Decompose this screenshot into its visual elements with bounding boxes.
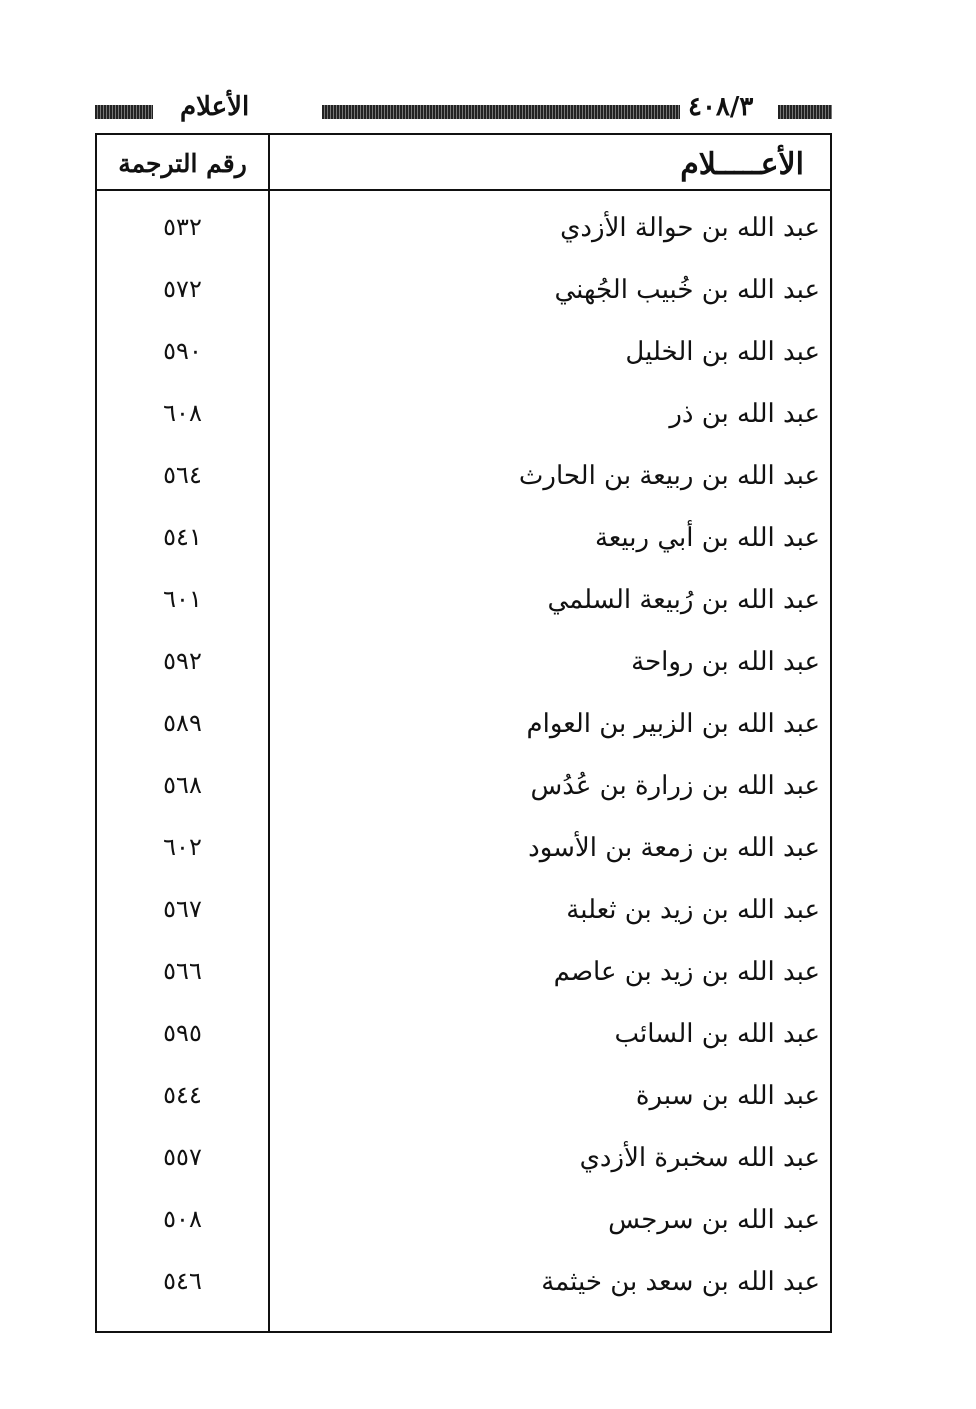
header-rule-left [95,105,153,119]
name-cell: عبد الله بن زيد بن ثعلبة [566,895,820,925]
name-cell: عبد الله بن زمعة بن الأسود [528,833,820,863]
entry-number-cell: ٥٨٩ [163,709,202,737]
entry-number-cell: ٥٦٦ [163,957,202,985]
table-row [97,513,830,575]
table-row [97,451,830,513]
entry-number-cell: ٥٣٢ [163,213,202,241]
section-title: الأعلام [180,92,250,122]
name-cell: عبد الله بن حوالة الأزدي [560,213,820,243]
column-header-names: الأعـــــلام [680,147,804,182]
entry-number-cell: ٥٤٤ [163,1081,202,1109]
table-row [97,885,830,947]
name-cell: عبد الله بن زرارة بن عُدُس [530,771,820,801]
name-cell: عبد الله بن سبرة [635,1081,820,1111]
name-cell: عبد الله بن السائب [614,1019,820,1049]
entry-number-cell: ٥٦٤ [163,461,202,489]
header-divider [97,189,830,191]
name-cell: عبد الله بن سعد بن خيثمة [541,1267,820,1297]
name-cell: عبد الله بن رواحة [631,647,820,677]
name-cell: عبد الله بن الخليل [625,337,820,367]
index-table [95,133,832,1333]
name-cell: عبد الله بن الزبير بن العوام [526,709,820,739]
entry-number-cell: ٥٠٨ [163,1205,202,1233]
entry-number-cell: ٥٦٨ [163,771,202,799]
entry-number-cell: ٦٠١ [163,585,202,613]
entry-number-cell: ٥٦٧ [163,895,202,923]
table-row [97,1071,830,1133]
entry-number-cell: ٦٠٢ [163,833,202,861]
table-row [97,1009,830,1071]
name-cell: عبد الله بن ذر [669,399,820,429]
table-row [97,389,830,451]
name-cell: عبد الله بن سرجس [608,1205,820,1235]
table-row [97,947,830,1009]
entry-number-cell: ٥٤١ [163,523,202,551]
entry-number-cell: ٥٧٢ [163,275,202,303]
entry-number-cell: ٥٥٧ [163,1143,202,1171]
table-row [97,761,830,823]
entry-number-cell: ٥٤٦ [163,1267,202,1295]
name-cell: عبد الله بن زيد بن عاصم [553,957,820,987]
table-row [97,203,830,265]
entry-number-cell: ٥٩٠ [163,337,202,365]
name-cell: عبد الله بن أبي ربيعة [594,523,820,553]
name-cell: عبد الله بن خُبيب الجُهني [554,275,820,305]
table-row [97,575,830,637]
header-rule-right [778,105,832,119]
entry-number-cell: ٥٩٢ [163,647,202,675]
table-row [97,1133,830,1195]
name-cell: عبد الله بن ربيعة بن الحارث [518,461,820,491]
table-row [97,327,830,389]
table-row [97,265,830,327]
entry-number-cell: ٦٠٨ [163,399,202,427]
column-header-entry-number: رقم الترجمة [118,149,247,178]
table-row [97,1257,830,1319]
table-row [97,1195,830,1257]
name-cell: عبد الله سخبرة الأزدي [579,1143,820,1173]
page-reference: ٤٠٨/٣ [688,92,754,122]
entry-number-cell: ٥٩٥ [163,1019,202,1047]
table-row [97,637,830,699]
name-cell: عبد الله بن رُبيعة السلمي [547,585,820,615]
header-rule-middle [322,105,680,119]
table-row [97,699,830,761]
table-row [97,823,830,885]
